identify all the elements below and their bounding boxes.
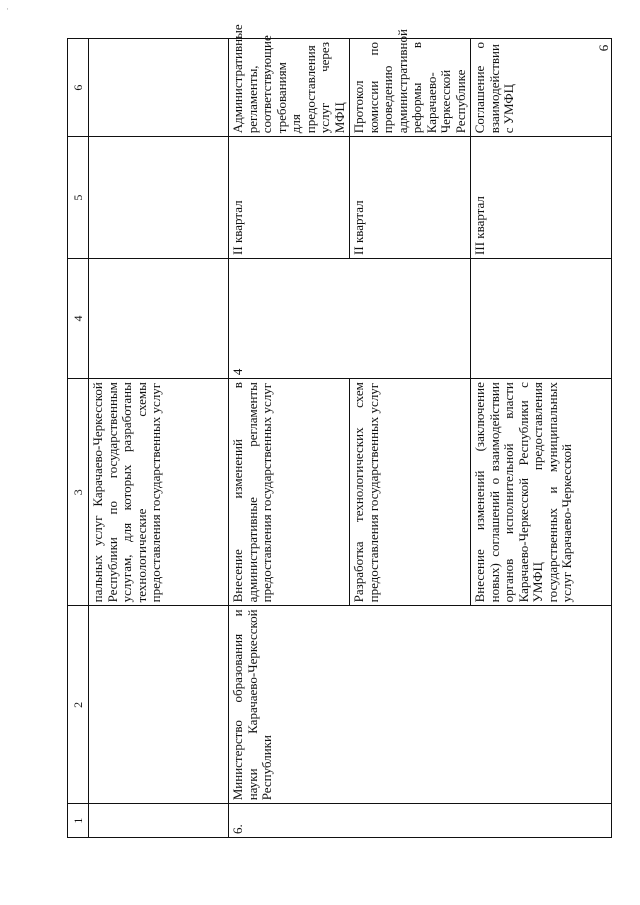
result-cell: Административные регламенты, соответствующие требованиям для предоставления услуг через МФЦ xyxy=(229,39,350,137)
plan-table xyxy=(67,24,612,838)
row-number: 6. xyxy=(229,804,612,838)
rotated-table-container xyxy=(67,24,612,838)
table-cell xyxy=(89,804,229,838)
header-cell: 2 xyxy=(68,606,89,804)
header-cell: 5 xyxy=(68,137,89,259)
corner-mark: · xyxy=(6,4,9,14)
table-row xyxy=(229,39,350,838)
table-cell xyxy=(89,39,229,137)
deadline-cell: II квартал xyxy=(350,137,471,259)
col4-cell: 4 xyxy=(229,258,471,378)
activity-cell: пальных услуг Карачаево-Черкесской Республики по государственным услугам, для которых разработаны технологические схемы предоставления государственных услуг xyxy=(89,379,229,606)
header-cell: 1 xyxy=(68,804,89,838)
activity-cell: Разработка технологических схем предоставления государственных услуг xyxy=(350,379,471,606)
col4-cell xyxy=(471,258,612,378)
header-cell: 3 xyxy=(68,379,89,606)
table-cell xyxy=(89,258,229,378)
result-cell: Соглашение о взаимодействии с УМФЦ xyxy=(471,39,612,137)
table-cell xyxy=(89,137,229,259)
continuation-row xyxy=(89,39,229,838)
deadline-cell: III квартал xyxy=(471,137,612,259)
executor-cell: Министерство образования и науки Карачаево-Черкесской Республики xyxy=(229,606,612,804)
activity-cell: Внесение изменений (заключение новых) соглашений о взаимодействии органов исполнительной власти Карачаево-Черкесской Республики с УМФЦ предоставления государственных и муниципальных услуг Карачаево-Черкесской xyxy=(471,379,612,606)
header-cell: 6 xyxy=(68,39,89,137)
deadline-cell: II квартал xyxy=(229,137,350,259)
header-row xyxy=(68,39,89,838)
table-cell xyxy=(89,606,229,804)
page-number: 9 xyxy=(596,44,612,52)
header-cell: 4 xyxy=(68,258,89,378)
activity-cell: Внесение изменений в административные регламенты предоставления государственных услуг xyxy=(229,379,350,606)
result-cell: Протокол комиссии по проведению административной реформы в Карачаево-Черкесской Республике xyxy=(350,39,471,137)
